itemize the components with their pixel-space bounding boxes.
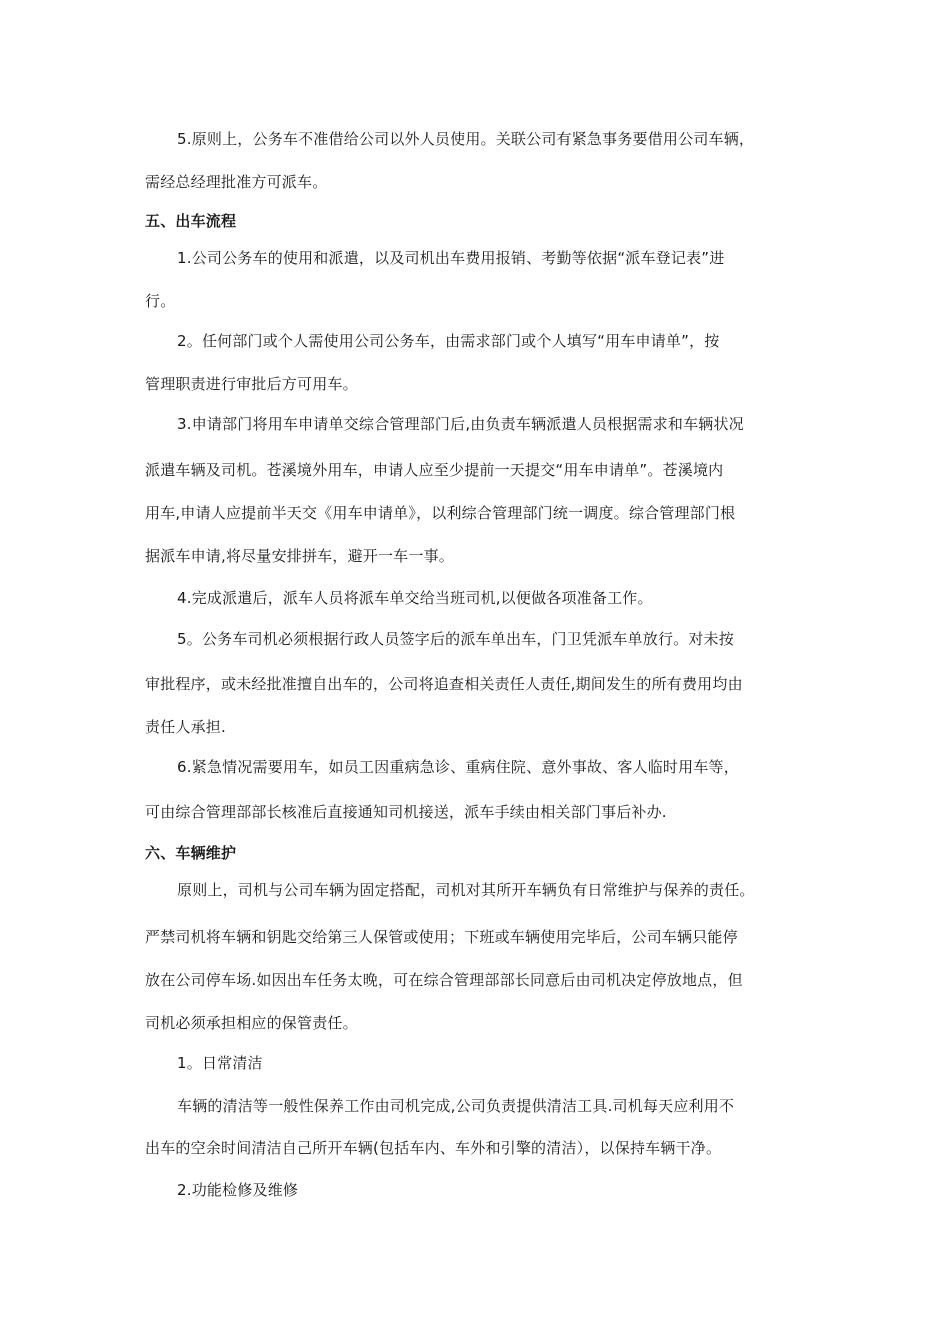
paragraph-line: 1.公司公务车的使用和派遣，以及司机出车费用报销、考勤等依据“派车登记表”进 xyxy=(177,249,725,267)
paragraph-line: 审批程序，或未经批准擅自出车的，公司将追查相关责任人责任,期间发生的所有费用均由 xyxy=(145,675,743,693)
paragraph-line: 责任人承担. xyxy=(145,718,226,736)
section-heading: 六、车辆维护 xyxy=(145,844,237,862)
paragraph-line: 5。公务车司机必须根据行政人员签字后的派车单出车，门卫凭派车单放行。对未按 xyxy=(177,630,734,648)
paragraph-line: 出车的空余时间清洁自己所开车辆(包括车内、车外和引擎的清洁），以保持车辆干净。 xyxy=(145,1139,722,1157)
paragraph-line: 3.申请部门将用车申请单交综合管理部门后,由负责车辆派遣人员根据需求和车辆状况 xyxy=(177,415,744,433)
paragraph-line: 车辆的清洁等一般性保养工作由司机完成,公司负责提供清洁工具.司机每天应利用不 xyxy=(177,1097,735,1115)
paragraph-line: 用车,申请人应提前半天交《用车申请单》，以利综合管理部门统一调度。综合管理部门根 xyxy=(145,504,736,522)
paragraph-line: 需经总经理批准方可派车。 xyxy=(145,173,328,191)
paragraph-line: 2。任何部门或个人需使用公司公务车，由需求部门或个人填写“用车申请单”，按 xyxy=(177,332,720,350)
subheading-line: 2.功能检修及维修 xyxy=(177,1181,299,1199)
paragraph-line: 4.完成派遣后，派车人员将派车单交给当班司机,以便做各项准备工作。 xyxy=(177,589,653,607)
section-heading: 五、出车流程 xyxy=(145,212,237,230)
paragraph-line: 司机必须承担相应的保管责任。 xyxy=(145,1014,358,1032)
paragraph-line: 行。 xyxy=(145,292,176,310)
paragraph-line: 6.紧急情况需要用车，如员工因重病急诊、重病住院、意外事故、客人临时用车等， xyxy=(177,758,739,776)
paragraph-line: 派遣车辆及司机。苍溪境外用车，申请人应至少提前一天提交“用车申请单”。苍溪境内 xyxy=(145,461,724,479)
paragraph-line: 放在公司停车场.如因出车任务太晚，可在综合管理部部长同意后由司机决定停放地点，但 xyxy=(145,971,743,989)
paragraph-line: 严禁司机将车辆和钥匙交给第三人保管或使用；下班或车辆使用完毕后，公司车辆只能停 xyxy=(145,928,738,946)
subheading-line: 1。日常清洁 xyxy=(177,1054,263,1072)
paragraph-line: 原则上，司机与公司车辆为固定搭配，司机对其所开车辆负有日常维护与保养的责任。 xyxy=(177,881,755,899)
paragraph-line: 可由综合管理部部长核准后直接通知司机接送，派车手续由相关部门事后补办. xyxy=(145,803,667,821)
paragraph-line: 据派车申请,将尽量安排拼车，避开一车一事。 xyxy=(145,547,454,565)
paragraph-line: 5.原则上，公务车不准借给公司以外人员使用。关联公司有紧急事务要借用公司车辆， xyxy=(177,130,755,148)
paragraph-line: 管理职责进行审批后方可用车。 xyxy=(145,375,358,393)
